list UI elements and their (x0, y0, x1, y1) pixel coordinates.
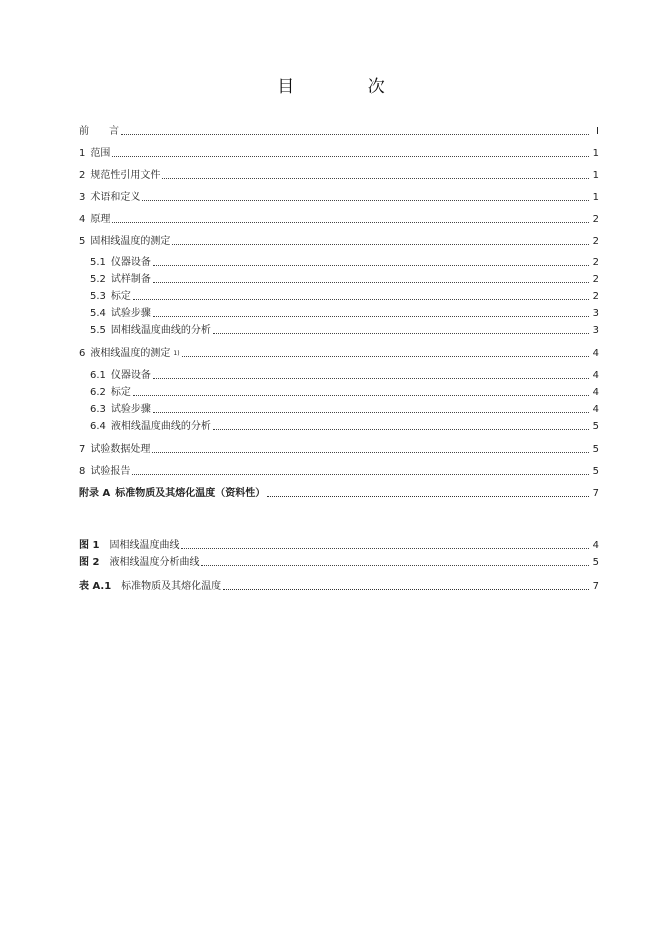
toc-page: 1 (592, 192, 599, 203)
toc-number: 4 (79, 214, 86, 225)
leader-dots (132, 473, 589, 475)
toc-entry-5-4[interactable] (90, 306, 599, 320)
toc-label: 试验报告 (90, 466, 131, 477)
toc-label: 仪器设备 (110, 370, 151, 381)
toc-page: 2 (592, 214, 599, 225)
toc-number: 6.2 (90, 387, 106, 398)
toc-number: 5.1 (90, 257, 106, 268)
toc-entry-3[interactable] (79, 190, 599, 204)
leader-dots (153, 281, 589, 283)
leader-dots (142, 199, 589, 201)
toc-entry-1[interactable] (79, 146, 599, 160)
figure-entry-2[interactable] (79, 555, 599, 569)
toc-page: 2 (592, 257, 599, 268)
toc-number: 5.5 (90, 325, 106, 336)
toc-number: 6 (79, 348, 86, 359)
toc-entry-7[interactable] (79, 442, 599, 456)
toc-page: 3 (592, 325, 599, 336)
toc-number: 5 (79, 236, 86, 247)
toc-page: 1 (592, 148, 599, 159)
toc-label: 液相线温度曲线的分析 (110, 421, 211, 432)
toc-entry-5-1[interactable] (90, 255, 599, 269)
toc-page: 2 (592, 274, 599, 285)
figure-page: 4 (592, 540, 599, 551)
toc-entry-2[interactable] (79, 168, 599, 182)
toc-label: 范围 (90, 148, 111, 159)
table-number: 表 A.1 (79, 581, 112, 592)
figure-label: 固相线温度曲线 (109, 540, 180, 551)
toc-label: 术语和定义 (90, 192, 141, 203)
toc-label: 试验步骤 (110, 308, 151, 319)
toc-label: 仪器设备 (110, 257, 151, 268)
leader-dots (201, 564, 589, 566)
toc-entry-annex-a[interactable] (79, 486, 599, 500)
toc-label: 固相线温度的测定 (90, 236, 171, 247)
toc-number: 7 (79, 444, 86, 455)
leader-dots (112, 155, 589, 157)
toc-entry-6-3[interactable] (90, 402, 599, 416)
toc-number: 6.4 (90, 421, 106, 432)
toc-number: 6.3 (90, 404, 106, 415)
toc-entry-4[interactable] (79, 212, 599, 226)
leader-dots (133, 394, 589, 396)
leader-dots (153, 377, 589, 379)
figure-label: 液相线温度分析曲线 (109, 557, 200, 568)
toc-label: 标定 (110, 291, 131, 302)
leader-dots (181, 547, 589, 549)
toc-page: 4 (592, 387, 599, 398)
figure-entry-1[interactable] (79, 538, 599, 552)
toc-label: 原理 (90, 214, 111, 225)
toc-page: 4 (592, 404, 599, 415)
toc-page: 2 (592, 236, 599, 247)
table-page: 7 (592, 581, 599, 592)
toc-entry-6[interactable] (79, 346, 599, 360)
leader-dots (133, 298, 589, 300)
toc-entry-8[interactable] (79, 464, 599, 478)
toc-entry-5-2[interactable] (90, 272, 599, 286)
leader-dots (112, 221, 589, 223)
leader-dots (153, 315, 589, 317)
toc-page: 4 (592, 370, 599, 381)
footnote-marker: 1) (173, 350, 180, 357)
leader-dots (182, 355, 589, 357)
toc-entry-6-2[interactable] (90, 385, 599, 399)
toc-label: 试验步骤 (110, 404, 151, 415)
toc-label: 试样制备 (110, 274, 151, 285)
toc-label: 液相线温度的测定 (90, 348, 171, 359)
leader-dots (153, 264, 589, 266)
toc-label: 标定 (110, 387, 131, 398)
toc-entry-foreword[interactable] (79, 124, 599, 138)
table-label: 标准物质及其熔化温度 (121, 581, 222, 592)
table-entry-a1[interactable] (79, 579, 599, 593)
toc-number: 2 (79, 170, 86, 181)
toc-entry-5[interactable] (79, 234, 599, 248)
leader-dots (172, 243, 589, 245)
toc-number: 5.4 (90, 308, 106, 319)
leader-dots (162, 177, 589, 179)
toc-label: 固相线温度曲线的分析 (110, 325, 211, 336)
toc-number: 3 (79, 192, 86, 203)
toc-number: 1 (79, 148, 86, 159)
toc-page: 4 (592, 348, 599, 359)
toc-entry-6-4[interactable] (90, 419, 599, 433)
leader-dots (223, 588, 589, 590)
toc-number: 6.1 (90, 370, 106, 381)
toc-page: 5 (592, 444, 599, 455)
figure-number: 图 1 (79, 540, 100, 551)
toc-page: I (596, 126, 599, 137)
toc-title: 目 次 (277, 77, 419, 97)
toc-label: 规范性引用文件 (90, 170, 161, 181)
toc-page: 5 (592, 421, 599, 432)
leader-dots (267, 495, 589, 497)
toc-number: 5.3 (90, 291, 106, 302)
toc-number: 8 (79, 466, 86, 477)
toc-page: 7 (592, 488, 599, 499)
toc-label: 标准物质及其熔化温度（资料性） (115, 488, 266, 499)
toc-entry-5-3[interactable] (90, 289, 599, 303)
leader-dots (213, 332, 589, 334)
figure-number: 图 2 (79, 557, 100, 568)
toc-page: 2 (592, 291, 599, 302)
toc-number: 5.2 (90, 274, 106, 285)
leader-dots (152, 451, 589, 453)
toc-entry-5-5[interactable] (90, 323, 599, 337)
toc-page: 5 (592, 466, 599, 477)
toc-page: 3 (592, 308, 599, 319)
leader-dots (153, 411, 589, 413)
toc-number: 附录 A (79, 488, 111, 499)
leader-dots (121, 133, 589, 135)
leader-dots (213, 428, 589, 430)
figure-page: 5 (592, 557, 599, 568)
toc-entry-6-1[interactable] (90, 368, 599, 382)
toc-label: 试验数据处理 (90, 444, 151, 455)
toc-page: 1 (592, 170, 599, 181)
toc-label: 前 言 (79, 126, 119, 137)
